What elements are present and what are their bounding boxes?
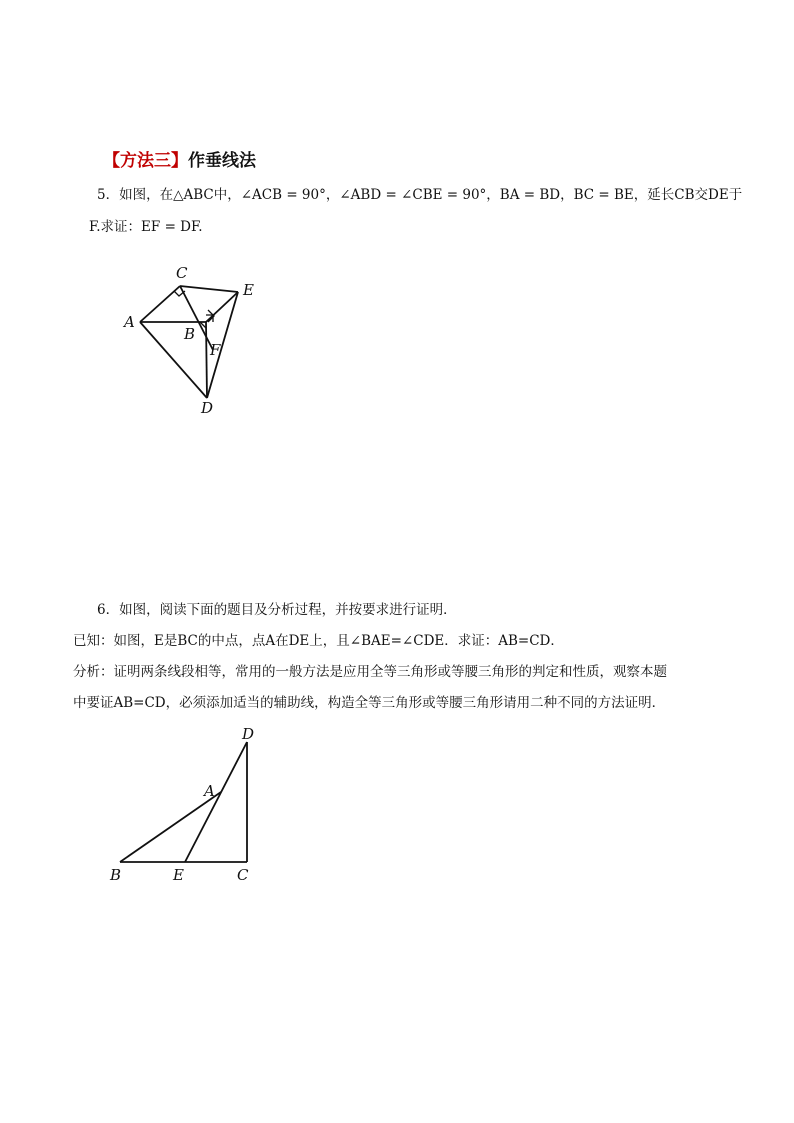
q6-line1: 6．如图，阅读下面的题目及分析过程，并按要求进行证明． xyxy=(97,602,457,618)
heading-bracket: 【方法三】 xyxy=(103,151,188,171)
label-f: F xyxy=(210,341,221,359)
q6-line2: 已知：如图，E是BC的中点，点A在DE上，且∠BAE=∠CDE．求证：AB=CD． xyxy=(73,633,564,649)
label-e: E xyxy=(243,281,254,299)
label-b: B xyxy=(110,866,122,884)
q6-line4: 中要证AB=CD，必须添加适当的辅助线，构造全等三角形或等腰三角形请用二种不同的方法证明． xyxy=(73,695,666,711)
label-d: D xyxy=(201,399,214,417)
label-c: C xyxy=(176,264,188,282)
figure-q5 xyxy=(110,258,280,418)
label-c: C xyxy=(237,866,249,884)
segment-ed xyxy=(185,742,247,862)
figure-q6 xyxy=(100,722,270,887)
section-heading xyxy=(103,146,256,171)
q5-line1: 5．如图，在△ABC中，∠ACB = 90°，∠ABD = ∠CBE = 90°，BA = BD，BC = BE，延长CB交DE于 xyxy=(97,187,743,203)
label-a: A xyxy=(124,313,135,331)
label-b: B xyxy=(184,325,196,343)
label-d: D xyxy=(242,725,255,743)
label-e: E xyxy=(173,866,184,884)
q6-line3: 分析：证明两条线段相等，常用的一般方法是应用全等三角形或等腰三角形的判定和性质，观察本题 xyxy=(73,664,667,680)
segment-ad xyxy=(140,322,207,398)
label-a: A xyxy=(204,782,215,800)
segment-ba xyxy=(120,792,221,862)
heading-title: 作垂线法 xyxy=(188,151,256,171)
segment-bd xyxy=(206,322,207,398)
segment-ce xyxy=(180,286,238,292)
q5-line2: F.求证：EF = DF. xyxy=(89,219,203,235)
